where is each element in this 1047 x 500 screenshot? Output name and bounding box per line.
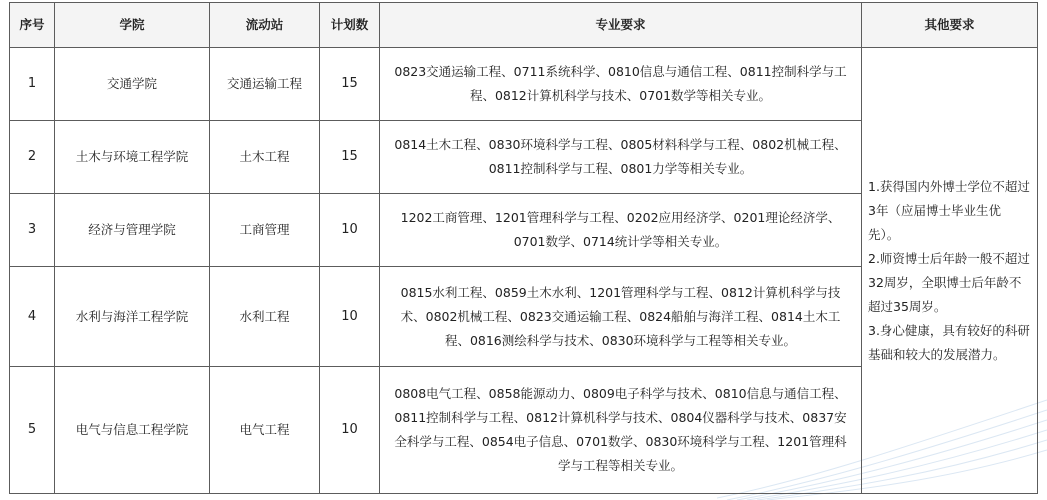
row-major: 1202工商管理、1201管理科学与工程、0202应用经济学、0201理论经济学、0701数学、0714统计学等相关专业。 bbox=[380, 194, 862, 267]
header-major: 专业要求 bbox=[380, 3, 862, 48]
row-major: 0823交通运输工程、0711系统科学、0810信息与通信工程、0811控制科学与工程、0812计算机科学与技术、0701数学等相关专业。 bbox=[380, 48, 862, 121]
header-station: 流动站 bbox=[210, 3, 320, 48]
row-college: 交通学院 bbox=[55, 48, 210, 121]
row-plan: 10 bbox=[320, 194, 380, 267]
row-plan: 10 bbox=[320, 367, 380, 494]
row-index: 1 bbox=[10, 48, 55, 121]
header-college: 学院 bbox=[55, 3, 210, 48]
row-plan: 10 bbox=[320, 267, 380, 367]
row-college: 经济与管理学院 bbox=[55, 194, 210, 267]
recruitment-table bbox=[9, 2, 1038, 494]
row-station: 工商管理 bbox=[210, 194, 320, 267]
row-station: 水利工程 bbox=[210, 267, 320, 367]
row-college: 水利与海洋工程学院 bbox=[55, 267, 210, 367]
row-major: 0815水利工程、0859土木水利、1201管理科学与工程、0812计算机科学与技术、0802机械工程、0823交通运输工程、0824船舶与海洋工程、0814土木工程、0816测绘科学与技术、0830环境科学与工程等相关专业。 bbox=[380, 267, 862, 367]
row-major: 0814土木工程、0830环境科学与工程、0805材料科学与工程、0802机械工程、0811控制科学与工程、0801力学等相关专业。 bbox=[380, 121, 862, 194]
row-index: 5 bbox=[10, 367, 55, 494]
header-other: 其他要求 bbox=[862, 3, 1038, 48]
row-station: 交通运输工程 bbox=[210, 48, 320, 121]
row-plan: 15 bbox=[320, 48, 380, 121]
header-plan: 计划数 bbox=[320, 3, 380, 48]
row-station: 电气工程 bbox=[210, 367, 320, 494]
other-requirement-3: 3.身心健康，具有较好的科研基础和较大的发展潜力。 bbox=[868, 322, 1030, 362]
row-college: 土木与环境工程学院 bbox=[55, 121, 210, 194]
row-major: 0808电气工程、0858能源动力、0809电子科学与技术、0810信息与通信工程、0811控制科学与工程、0812计算机科学与技术、0804仪器科学与技术、0837安全科学与工程、0854电子信息、0701数学、0830环境科学与工程、1201管理科学与工程等相关专业。 bbox=[380, 367, 862, 494]
row-station: 土木工程 bbox=[210, 121, 320, 194]
row-index: 2 bbox=[10, 121, 55, 194]
table-row bbox=[10, 48, 1038, 121]
other-requirements-cell bbox=[862, 48, 1038, 494]
other-requirement-1: 1.获得国内外博士学位不超过3年（应届博士毕业生优先）。 bbox=[868, 178, 1030, 242]
row-college: 电气与信息工程学院 bbox=[55, 367, 210, 494]
header-row bbox=[10, 3, 1038, 48]
header-index: 序号 bbox=[10, 3, 55, 48]
row-plan: 15 bbox=[320, 121, 380, 194]
row-index: 4 bbox=[10, 267, 55, 367]
other-requirement-2: 2.师资博士后年龄一般不超过32周岁，全职博士后年龄不超过35周岁。 bbox=[868, 250, 1030, 314]
row-index: 3 bbox=[10, 194, 55, 267]
